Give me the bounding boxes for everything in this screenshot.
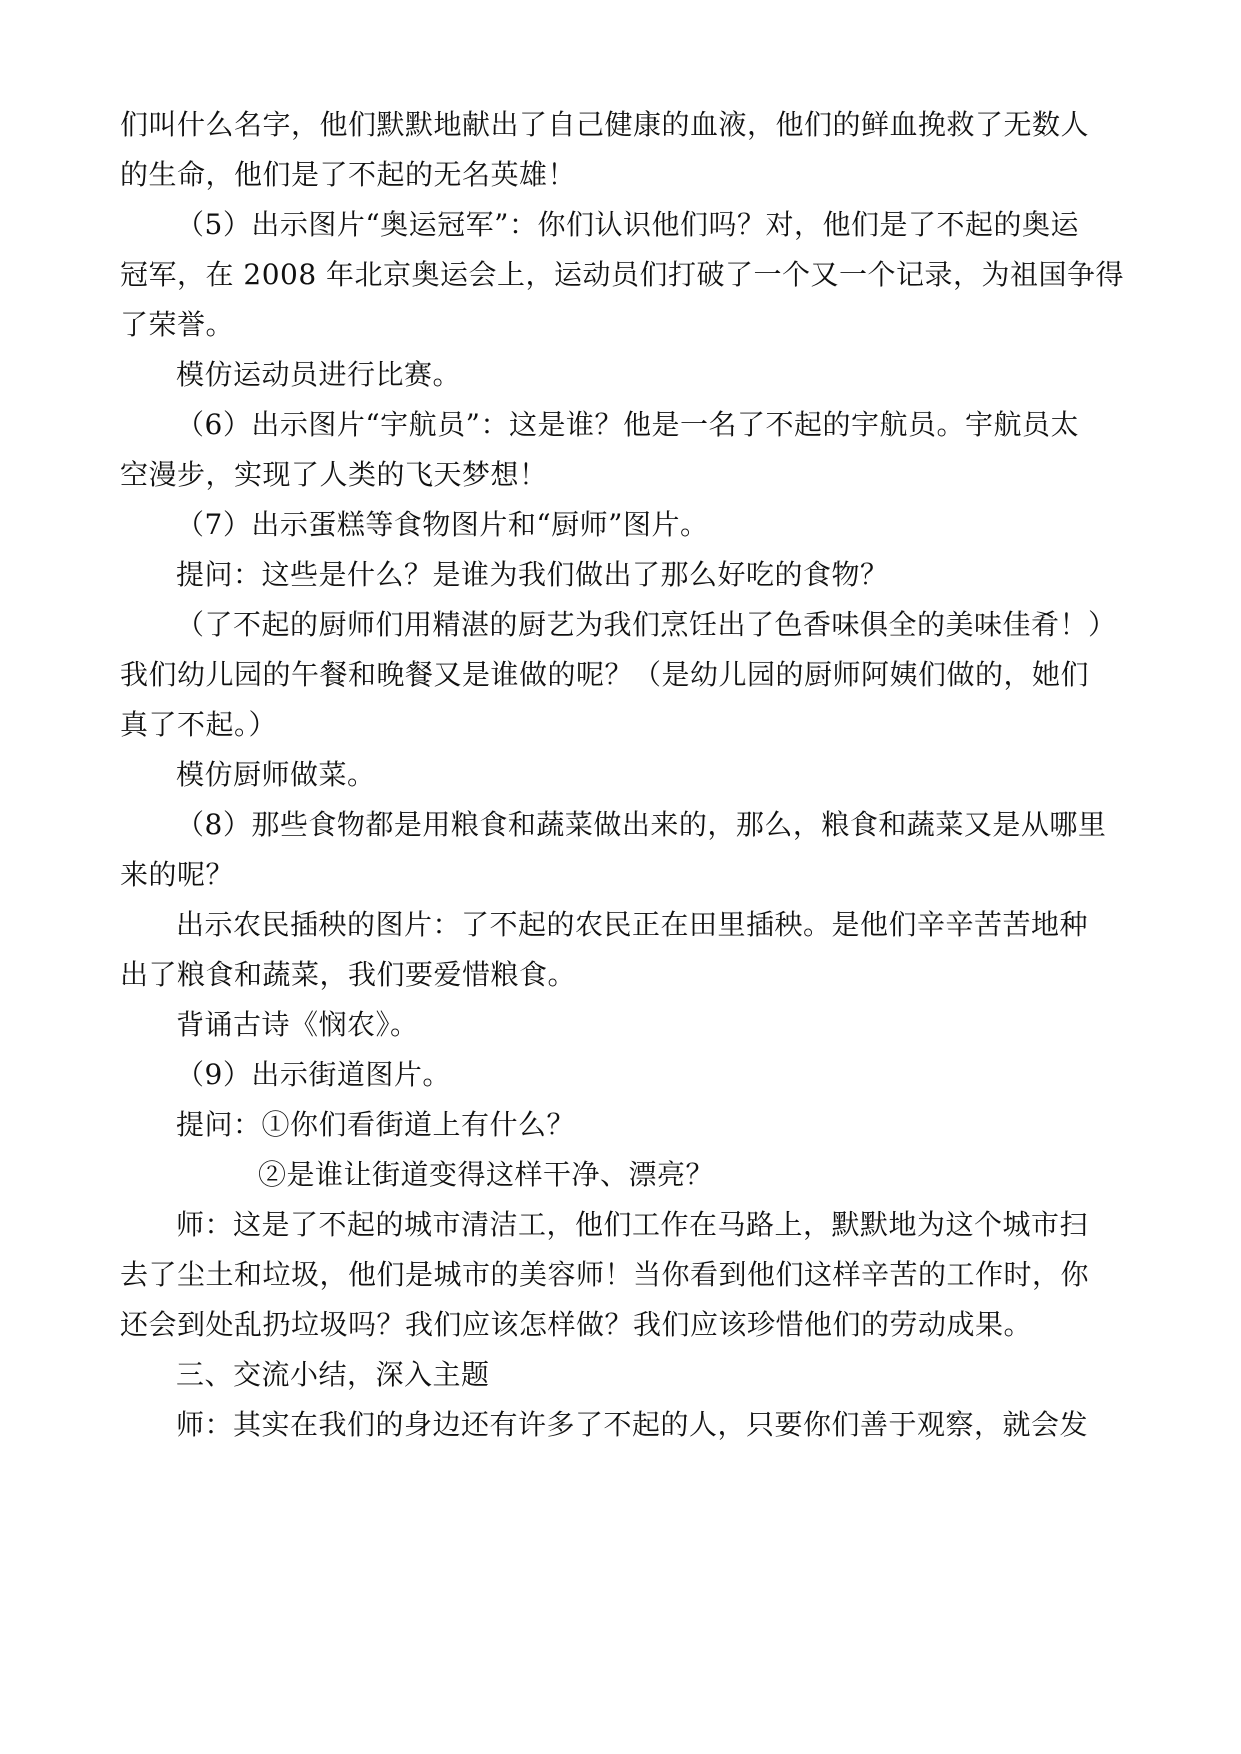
text-line: 提问：这些是什么？是谁为我们做出了那么好吃的食物？ [176,558,889,591]
text-line: （9）出示街道图片。 [176,1058,451,1091]
text-line: 去了尘土和垃圾，他们是城市的美容师！当你看到他们这样辛苦的工作时，你 [120,1258,1090,1291]
text-line: 师：其实在我们的身边还有许多了不起的人，只要你们善于观察，就会发 [176,1408,1089,1441]
text-line: 提问：①你们看街道上有什么？ [176,1108,576,1141]
text-line: 模仿厨师做菜。 [176,758,376,791]
text-line: 冠军，在 2008 年北京奥运会上，运动员们打破了一个又一个记录，为祖国争得 [120,258,1125,291]
section-heading: 三、交流小结，深入主题 [176,1358,490,1391]
text-line: 背诵古诗《悯农》。 [176,1008,419,1041]
text-line: 真了不起。） [120,708,278,741]
text-line: （7）出示蛋糕等食物图片和“厨师”图片。 [176,508,709,541]
text-line: ②是谁让街道变得这样干净、漂亮？ [258,1158,715,1191]
text-line: 出了粮食和蔬菜，我们要爱惜粮食。 [120,958,577,991]
text-line: 出示农民插秧的图片：了不起的农民正在田里插秧。是他们辛辛苦苦地种 [176,908,1089,941]
text-line: （8）那些食物都是用粮食和蔬菜做出来的，那么，粮食和蔬菜又是从哪里 [176,808,1107,841]
text-line: （5）出示图片“奥运冠军”：你们认识他们吗？对，他们是了不起的奥运 [176,208,1079,241]
text-line: 了荣誉。 [120,308,235,341]
text-line: 模仿运动员进行比赛。 [176,358,462,391]
text-line: 我们幼儿园的午餐和晚餐又是谁做的呢？（是幼儿园的厨师阿姨们做的，她们 [120,658,1090,691]
text-line: 师：这是了不起的城市清洁工，他们工作在马路上，默默地为这个城市扫 [176,1208,1089,1241]
text-line: 来的呢？ [120,858,235,891]
text-line: （6）出示图片“宇航员”：这是谁？他是一名了不起的宇航员。宇航员太 [176,408,1079,441]
text-line: 们叫什么名字，他们默默地献出了自己健康的血液，他们的鲜血挽救了无数人 [120,108,1090,141]
text-line: 的生命，他们是了不起的无名英雄！ [120,158,577,191]
text-line: 空漫步，实现了人类的飞天梦想！ [120,458,548,491]
text-line: 还会到处乱扔垃圾吗？我们应该怎样做？我们应该珍惜他们的劳动成果。 [120,1308,1033,1341]
text-line: （了不起的厨师们用精湛的厨艺为我们烹饪出了色香味俱全的美味佳肴！） [176,608,1117,641]
